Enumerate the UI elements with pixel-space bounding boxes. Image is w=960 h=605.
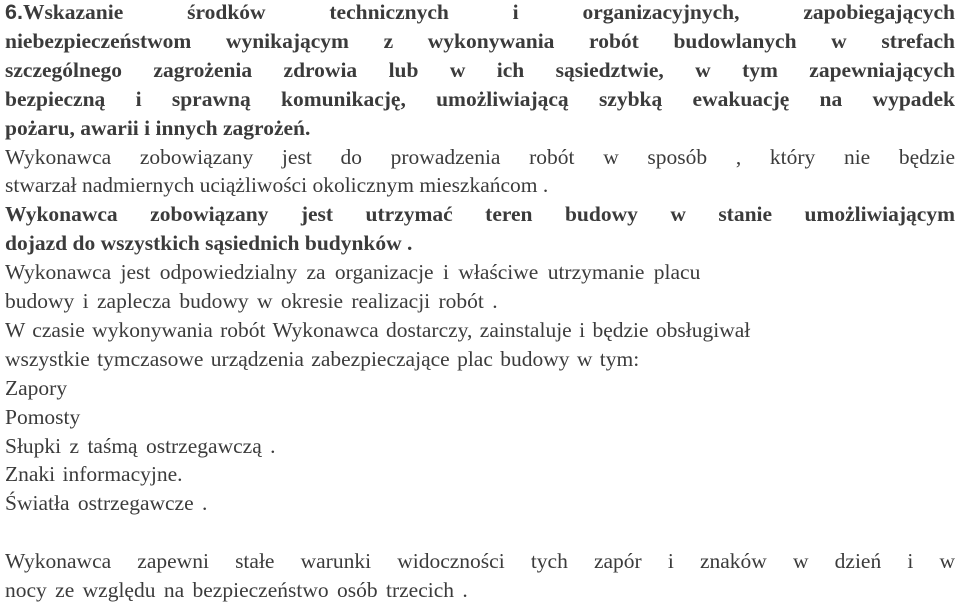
- section-heading-text: Wskazanie środków technicznych i organizacyjnych, zapobiegających: [22, 0, 955, 24]
- paragraph-5-line-1: Wykonawca zapewni stałe warunki widoczności tych zapór i znaków w dzień i w: [5, 549, 955, 573]
- equipment-item-signs: Znaki informacyjne.: [5, 462, 183, 486]
- section-heading-line-4: bezpieczną i sprawną komunikację, umożliwiającą szybką ewakuację na wypadek: [5, 87, 955, 111]
- paragraph-1-line-1: Wykonawca zobowiązany jest do prowadzenia robót w sposób , który nie będzie: [5, 145, 955, 169]
- section-heading-line-2: niebezpieczeństwom wynikającym z wykonywania robót budowlanych w strefach: [5, 29, 955, 53]
- section-heading-line-3: szczególnego zagrożenia zdrowia lub w ich sąsiedztwie, w tym zapewniających: [5, 58, 955, 82]
- equipment-item-lights: Światła ostrzegawcze .: [5, 491, 208, 515]
- paragraph-4-line-1: W czasie wykonywania robót Wykonawca dostarczy, zainstaluje i będzie obsługiwał: [5, 318, 751, 342]
- section-number: 6.: [5, 0, 23, 24]
- paragraph-1-line-2: stwarzał nadmiernych uciążliwości okolicznym mieszkańcom .: [5, 173, 549, 197]
- section-heading-line-1: [5, 0, 955, 25]
- paragraph-2-line-2: dojazd do wszystkich sąsiednich budynków .: [5, 231, 413, 255]
- paragraph-4-line-2: wszystkie tymczasowe urządzenia zabezpieczające plac budowy w tym:: [5, 347, 640, 371]
- section-heading-line-5: pożaru, awarii i innych zagrożeń.: [5, 116, 311, 140]
- paragraph-3-line-2: budowy i zaplecza budowy w okresie realizacji robót .: [5, 289, 498, 313]
- paragraph-5-line-2: nocy ze względu na bezpieczeństwo osób trzecich .: [5, 578, 468, 602]
- paragraph-2-line-1: Wykonawca zobowiązany jest utrzymać teren budowy w stanie umożliwiającym: [5, 202, 955, 226]
- paragraph-3-line-1: Wykonawca jest odpowiedzialny za organizacje i właściwe utrzymanie placu: [5, 260, 701, 284]
- equipment-item-barriers: Zapory: [5, 376, 68, 400]
- equipment-item-posts: Słupki z taśmą ostrzegawczą .: [5, 434, 276, 458]
- equipment-item-platforms: Pomosty: [5, 405, 81, 429]
